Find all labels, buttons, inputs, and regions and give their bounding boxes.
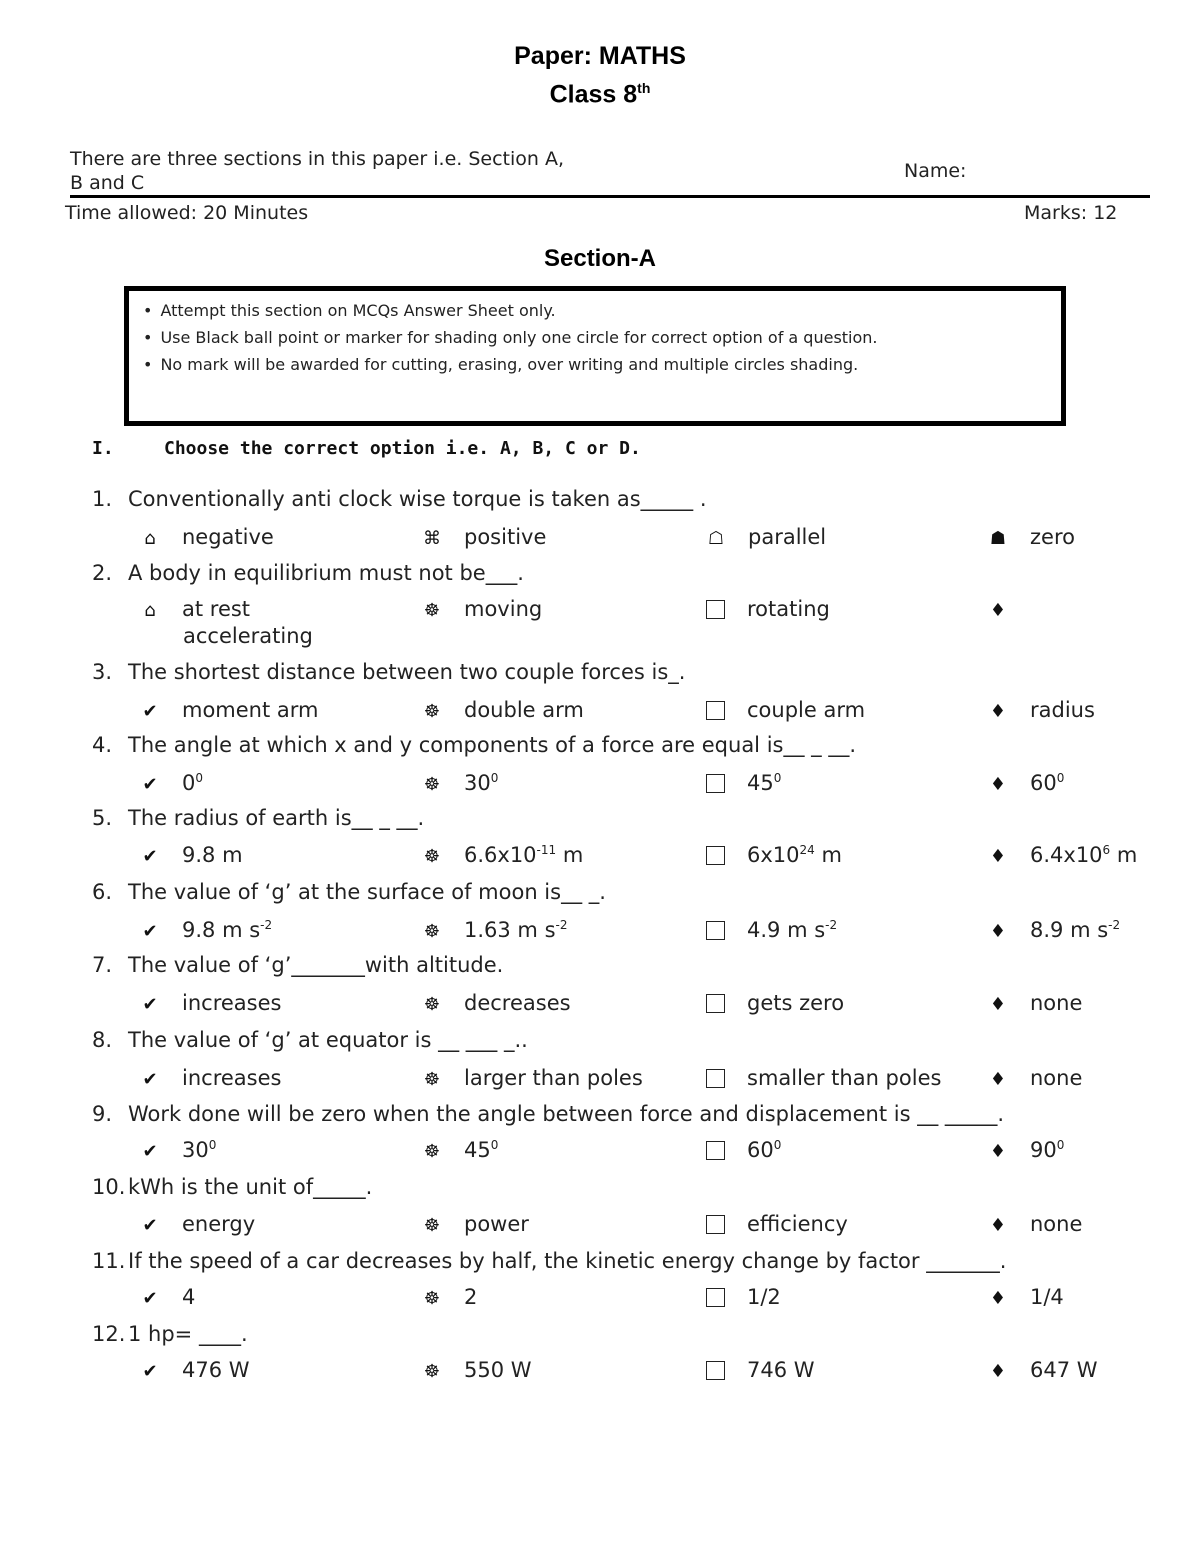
option-d[interactable] — [988, 525, 1075, 549]
question-text: Conventionally anti clock wise torque is taken as_____ . — [128, 487, 707, 511]
option-label: negative — [182, 525, 274, 549]
option-c[interactable] — [706, 1066, 941, 1090]
checkbox-square-icon — [706, 600, 725, 619]
option-d[interactable] — [988, 843, 1137, 867]
question-1 — [92, 487, 707, 511]
class-title — [0, 80, 1200, 109]
bicycle-icon: ☸ — [423, 1069, 441, 1090]
question-number: 8. — [92, 1028, 113, 1052]
checkbox-square-icon — [706, 846, 725, 865]
option-a[interactable] — [140, 1138, 216, 1162]
shield-icon: ♦ — [989, 1361, 1007, 1382]
question-number: 10. — [92, 1175, 126, 1199]
question-text: The value of ‘g’ at equator is __ ___ _.. — [128, 1028, 528, 1052]
option-b[interactable] — [422, 918, 567, 942]
option-label: 1.63 m s — [464, 918, 556, 942]
option-unit: m — [556, 843, 584, 867]
shield-icon: ♦ — [989, 1069, 1007, 1090]
option-label: double arm — [464, 698, 584, 722]
option-label: 90 — [1030, 1138, 1057, 1162]
option-label: 45 — [747, 771, 774, 795]
option-label: 2 — [464, 1285, 478, 1309]
option-label: gets zero — [747, 991, 845, 1015]
bicycle-icon: ☸ — [423, 1141, 441, 1162]
question-text: The shortest distance between two couple forces is_. — [128, 660, 686, 684]
option-sup: 0 — [208, 1138, 217, 1152]
checkbox-square-icon — [706, 994, 725, 1013]
option-label: 550 W — [464, 1358, 532, 1382]
option-c[interactable] — [706, 698, 865, 722]
option-c[interactable] — [706, 1285, 781, 1309]
question-2 — [92, 561, 524, 585]
option-label: 8.9 m s — [1030, 918, 1109, 942]
question-number: 5. — [92, 806, 113, 830]
option-c[interactable] — [706, 771, 781, 795]
option-sup: 0 — [773, 1138, 782, 1152]
option-a[interactable] — [140, 918, 272, 942]
option-b[interactable] — [422, 991, 571, 1015]
option-d[interactable] — [988, 1285, 1064, 1309]
question-3 — [92, 660, 685, 684]
option-b[interactable] — [422, 1212, 529, 1236]
class-title-text: Class 8 — [549, 80, 638, 109]
option-sup: 0 — [1056, 771, 1065, 785]
option-label: 746 W — [747, 1358, 815, 1382]
section-title: Section-A — [543, 245, 656, 272]
marks: Marks: 12 — [1024, 202, 1118, 224]
part-text: Choose the correct option i.e. A, B, C or D. — [164, 438, 641, 459]
option-d[interactable] — [988, 991, 1082, 1015]
option-sup: 24 — [799, 843, 815, 857]
option-b[interactable] — [422, 1358, 532, 1382]
header-rule — [70, 195, 1150, 198]
bicycle-icon: ☸ — [423, 701, 441, 722]
house-icon: ☗ — [989, 528, 1007, 549]
option-b[interactable] — [422, 771, 498, 795]
question-text: The value of ‘g’ at the surface of moon is__ _. — [128, 880, 606, 904]
option-label: at rest — [182, 597, 251, 621]
option-label: none — [1030, 1066, 1083, 1090]
part-heading — [92, 438, 641, 459]
shield-icon: ♦ — [989, 600, 1007, 621]
paper-title: Paper: MATHS — [514, 42, 686, 70]
question-text: 1 hp= ____. — [128, 1322, 248, 1346]
option-label: 1/4 — [1030, 1285, 1064, 1309]
checkmark-icon: ✔ — [142, 1288, 158, 1309]
question-number: 2. — [92, 561, 113, 585]
checkbox-square-icon — [706, 1288, 725, 1307]
checkmark-icon: ✔ — [142, 701, 158, 722]
part-number: I. — [92, 438, 114, 459]
instruction-item: • Use Black ball point or marker for shading only one circle for correct option of a question. — [143, 324, 1061, 351]
question-number: 3. — [92, 660, 113, 684]
option-d[interactable] — [988, 771, 1064, 795]
option-d[interactable] — [988, 918, 1120, 942]
option-a[interactable] — [140, 843, 243, 867]
option-label: 6.4x10 — [1030, 843, 1103, 867]
option-label: energy — [182, 1212, 256, 1236]
option-label: radius — [1030, 698, 1095, 722]
checkmark-icon: ✔ — [142, 774, 158, 795]
question-text: If the speed of a car decreases by half, the kinetic energy change by factor _______. — [128, 1249, 1007, 1273]
bicycle-icon: ☸ — [423, 921, 441, 942]
question-text: The radius of earth is__ _ __. — [128, 806, 425, 830]
shield-icon: ♦ — [989, 994, 1007, 1015]
option-b[interactable] — [422, 1138, 498, 1162]
option-label: decreases — [464, 991, 571, 1015]
option-sup: 6 — [1102, 843, 1111, 857]
building-icon: ☖ — [707, 528, 725, 549]
question-text: A body in equilibrium must not be___. — [128, 561, 524, 585]
instructions-box — [124, 286, 1066, 426]
question-number: 9. — [92, 1102, 113, 1126]
option-label: zero — [1030, 525, 1075, 549]
question-number: 7. — [92, 953, 113, 977]
option-b[interactable] — [422, 698, 584, 722]
option-label: larger than poles — [464, 1066, 643, 1090]
question-7 — [92, 953, 503, 977]
option-label: 60 — [747, 1138, 774, 1162]
option-a[interactable] — [140, 1358, 250, 1382]
sections-note-line1: There are three sections in this paper i.e. Section A, — [70, 148, 565, 170]
option-sup: 0 — [490, 771, 499, 785]
question-12 — [92, 1322, 248, 1346]
option-label: 1/2 — [747, 1285, 781, 1309]
question-9 — [92, 1102, 1004, 1126]
option-label: couple arm — [747, 698, 866, 722]
question-11 — [92, 1249, 1006, 1273]
option-label: none — [1030, 991, 1083, 1015]
checkmark-icon: ✔ — [142, 1141, 158, 1162]
sections-note-line2: B and C — [70, 172, 145, 194]
bicycle-icon: ☸ — [423, 1215, 441, 1236]
option-label: parallel — [748, 525, 827, 549]
option-label: increases — [182, 1066, 282, 1090]
option-label: 30 — [182, 1138, 209, 1162]
option-label: 45 — [464, 1138, 491, 1162]
shield-icon: ♦ — [989, 774, 1007, 795]
instructions-list — [129, 291, 1061, 378]
option-sup: 0 — [773, 771, 782, 785]
option-d[interactable] — [988, 597, 1030, 621]
instruction-item: • Attempt this section on MCQs Answer Sheet only. — [143, 297, 1061, 324]
shield-icon: ♦ — [989, 1288, 1007, 1309]
question-4 — [92, 733, 856, 757]
checkbox-square-icon — [706, 1361, 725, 1380]
option-label: efficiency — [747, 1212, 848, 1236]
question-number: 6. — [92, 880, 113, 904]
shield-icon: ♦ — [989, 701, 1007, 722]
instruction-item: • No mark will be awarded for cutting, erasing, over writing and multiple circles shading. — [143, 351, 1061, 378]
option-a[interactable] — [140, 597, 250, 621]
option-label: positive — [464, 525, 547, 549]
option-a[interactable] — [140, 1066, 281, 1090]
option-label: moving — [464, 597, 543, 621]
option-label: rotating — [747, 597, 830, 621]
option-c[interactable] — [706, 525, 826, 549]
option-b[interactable] — [422, 1066, 643, 1090]
option-label: 0 — [182, 771, 196, 795]
question-text: The angle at which x and y components of a force are equal is__ _ __. — [128, 733, 856, 757]
option-d[interactable] — [988, 698, 1095, 722]
option-c[interactable] — [706, 843, 842, 867]
question-number: 4. — [92, 733, 113, 757]
option-a[interactable] — [140, 771, 203, 795]
question-number: 12. — [92, 1322, 126, 1346]
factory-icon: ⌂ — [144, 528, 156, 549]
option-a[interactable] — [140, 1212, 255, 1236]
factory-icon: ⌂ — [144, 600, 156, 621]
checkbox-square-icon — [706, 774, 725, 793]
option-label: 476 W — [182, 1358, 250, 1382]
question-number: 1. — [92, 487, 113, 511]
checkmark-icon: ✔ — [142, 921, 158, 942]
checkmark-icon: ✔ — [142, 1215, 158, 1236]
question-5 — [92, 806, 424, 830]
option-d[interactable] — [988, 1138, 1064, 1162]
option-label: 647 W — [1030, 1358, 1098, 1382]
camera-icon: ⌘ — [423, 528, 441, 549]
option-sup: 0 — [490, 1138, 499, 1152]
name-label: Name: — [904, 160, 967, 182]
option-unit: m — [814, 843, 842, 867]
option-b[interactable] — [422, 1285, 477, 1309]
option-unit: m — [1110, 843, 1138, 867]
option-c[interactable] — [706, 991, 844, 1015]
bicycle-icon: ☸ — [423, 774, 441, 795]
option-a[interactable] — [140, 525, 274, 549]
shield-icon: ♦ — [989, 846, 1007, 867]
question-text: Work done will be zero when the angle between force and displacement is __ _____. — [128, 1102, 1005, 1126]
option-sup: 0 — [195, 771, 204, 785]
question-text: The value of ‘g’_______with altitude. — [128, 953, 504, 977]
option-label: accelerating — [183, 624, 313, 648]
option-b[interactable] — [422, 525, 546, 549]
option-c[interactable] — [706, 1138, 781, 1162]
option-d[interactable] — [988, 1358, 1098, 1382]
option-label: 4.9 m s — [747, 918, 826, 942]
option-sup: 0 — [1056, 1138, 1065, 1152]
option-label: 9.8 m s — [182, 918, 261, 942]
bicycle-icon: ☸ — [423, 994, 441, 1015]
bicycle-icon: ☸ — [423, 1361, 441, 1382]
option-c[interactable] — [706, 1212, 848, 1236]
option-sup: -2 — [260, 918, 273, 932]
option-b[interactable] — [422, 843, 583, 867]
option-label: 60 — [1030, 771, 1057, 795]
option-label: 30 — [464, 771, 491, 795]
option-a[interactable] — [140, 991, 281, 1015]
question-text: kWh is the unit of_____. — [128, 1175, 373, 1199]
checkbox-square-icon — [706, 1215, 725, 1234]
time-allowed: Time allowed: 20 Minutes — [65, 202, 309, 224]
option-a[interactable] — [140, 698, 319, 722]
option-sup: -2 — [825, 918, 838, 932]
checkbox-square-icon — [706, 1069, 725, 1088]
question-6 — [92, 880, 606, 904]
option-a[interactable] — [140, 1285, 195, 1309]
class-title-sup: th — [637, 80, 651, 96]
checkmark-icon: ✔ — [142, 846, 158, 867]
option-label: none — [1030, 1212, 1083, 1236]
checkbox-square-icon — [706, 921, 725, 940]
option-label: increases — [182, 991, 282, 1015]
checkbox-square-icon — [706, 1141, 725, 1160]
option-label: 6x10 — [747, 843, 800, 867]
option-c[interactable] — [706, 918, 837, 942]
checkbox-square-icon — [706, 701, 725, 720]
question-8 — [92, 1028, 528, 1052]
option-sup: -11 — [536, 843, 557, 857]
option-d[interactable] — [988, 1066, 1082, 1090]
checkmark-icon: ✔ — [142, 1361, 158, 1382]
bicycle-icon: ☸ — [423, 1288, 441, 1309]
question-number: 11. — [92, 1249, 126, 1273]
bicycle-icon: ☸ — [423, 846, 441, 867]
option-sup: -2 — [1108, 918, 1121, 932]
option-c[interactable] — [706, 1358, 815, 1382]
option-c[interactable] — [706, 597, 830, 621]
option-label: moment arm — [182, 698, 319, 722]
shield-icon: ♦ — [989, 1215, 1007, 1236]
option-label: 6.6x10 — [464, 843, 537, 867]
option-label: power — [464, 1212, 529, 1236]
bicycle-icon: ☸ — [423, 600, 441, 621]
question-10 — [92, 1175, 372, 1199]
shield-icon: ♦ — [989, 921, 1007, 942]
option-label: smaller than poles — [747, 1066, 942, 1090]
option-label: 9.8 m — [182, 843, 243, 867]
checkmark-icon: ✔ — [142, 1069, 158, 1090]
option-sup: -2 — [555, 918, 568, 932]
option-d[interactable] — [988, 1212, 1082, 1236]
option-label: 4 — [182, 1285, 196, 1309]
option-b[interactable] — [422, 597, 542, 621]
shield-icon: ♦ — [989, 1141, 1007, 1162]
checkmark-icon: ✔ — [142, 994, 158, 1015]
